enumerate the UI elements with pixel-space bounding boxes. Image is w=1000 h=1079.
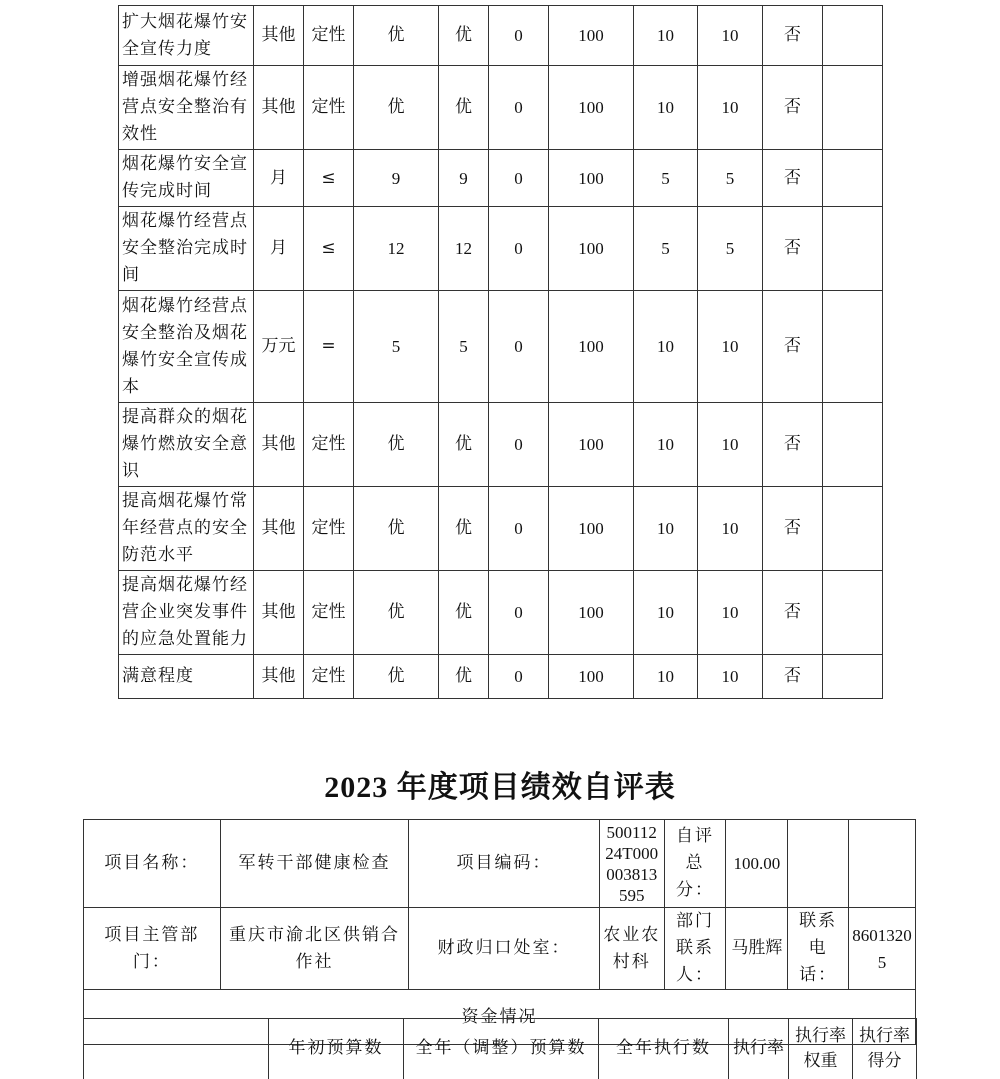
weight-cell: 10	[634, 487, 698, 571]
deviation-cell: 0	[489, 66, 549, 150]
unit-cell: 其他	[254, 6, 304, 66]
contact-value: 马胜辉	[726, 908, 788, 990]
completion-rate-cell: 100	[549, 655, 634, 699]
target-value-cell: 5	[354, 291, 439, 403]
empty-cell	[823, 571, 883, 655]
weight-cell: 10	[634, 571, 698, 655]
budget-header-row	[84, 1019, 917, 1079]
table-row	[119, 291, 883, 403]
self-score-value: 100.00	[726, 820, 788, 908]
table-row	[119, 207, 883, 291]
completion-rate-cell: 100	[549, 6, 634, 66]
funds-header: 资金情况	[84, 990, 916, 1045]
operator-cell: 定性	[304, 66, 354, 150]
indicator-name-cell: 满意程度	[119, 655, 254, 699]
actual-value-cell: 12	[439, 207, 489, 291]
indicator-name-cell: 扩大烟花爆竹安全宣传力度	[119, 6, 254, 66]
budget-header-initial: 年初预算数	[269, 1019, 404, 1079]
flag-cell: 否	[763, 150, 823, 207]
operator-cell: ≤	[304, 207, 354, 291]
score-cell: 10	[698, 6, 763, 66]
indicator-name-cell: 提高烟花爆竹常年经营点的安全防范水平	[119, 487, 254, 571]
score-cell: 10	[698, 291, 763, 403]
contact-label: 部门联系人：	[664, 908, 726, 990]
flag-cell: 否	[763, 6, 823, 66]
completion-rate-cell: 100	[549, 207, 634, 291]
empty-cell	[823, 6, 883, 66]
flag-cell: 否	[763, 487, 823, 571]
completion-rate-cell: 100	[549, 291, 634, 403]
unit-cell: 其他	[254, 66, 304, 150]
flag-cell: 否	[763, 655, 823, 699]
budget-header-rate: 执行率	[729, 1019, 789, 1079]
completion-rate-cell: 100	[549, 571, 634, 655]
dept-label: 项目主管部门：	[84, 908, 221, 990]
deviation-cell: 0	[489, 291, 549, 403]
deviation-cell: 0	[489, 6, 549, 66]
performance-indicator-table	[118, 5, 883, 699]
flag-cell: 否	[763, 66, 823, 150]
operator-cell: 定性	[304, 571, 354, 655]
operator-cell: 定性	[304, 403, 354, 487]
empty-cell	[823, 291, 883, 403]
target-value-cell: 优	[354, 403, 439, 487]
empty-cell	[849, 820, 916, 908]
table-row	[119, 66, 883, 150]
budget-header-rate-weight: 执行率权重	[789, 1019, 853, 1079]
indicator-name-cell: 烟花爆竹经营点安全整治及烟花爆竹安全宣传成本	[119, 291, 254, 403]
department-row	[84, 908, 916, 990]
score-cell: 5	[698, 207, 763, 291]
unit-cell: 万元	[254, 291, 304, 403]
indicator-name-cell: 烟花爆竹安全宣传完成时间	[119, 150, 254, 207]
weight-cell: 5	[634, 150, 698, 207]
self-score-label: 自评总分：	[664, 820, 726, 908]
score-cell: 10	[698, 66, 763, 150]
budget-corner-cell	[84, 1019, 269, 1079]
flag-cell: 否	[763, 403, 823, 487]
score-cell: 10	[698, 403, 763, 487]
page-title: 2023 年度项目绩效自评表	[324, 771, 676, 804]
project-code-value: 50011224T000003813595	[599, 820, 664, 908]
project-name-value: 军转干部健康检查	[220, 820, 408, 908]
score-cell: 10	[698, 655, 763, 699]
target-value-cell: 优	[354, 571, 439, 655]
actual-value-cell: 5	[439, 291, 489, 403]
score-cell: 10	[698, 571, 763, 655]
target-value-cell: 优	[354, 655, 439, 699]
operator-cell: =	[304, 291, 354, 403]
empty-cell	[788, 820, 849, 908]
completion-rate-cell: 100	[549, 487, 634, 571]
weight-cell: 5	[634, 207, 698, 291]
operator-cell: 定性	[304, 487, 354, 571]
flag-cell: 否	[763, 291, 823, 403]
unit-cell: 其他	[254, 487, 304, 571]
operator-cell: ≤	[304, 150, 354, 207]
weight-cell: 10	[634, 6, 698, 66]
operator-cell: 定性	[304, 655, 354, 699]
actual-value-cell: 优	[439, 487, 489, 571]
phone-label: 联系电话：	[788, 908, 849, 990]
score-cell: 10	[698, 487, 763, 571]
target-value-cell: 9	[354, 150, 439, 207]
target-value-cell: 优	[354, 487, 439, 571]
actual-value-cell: 优	[439, 571, 489, 655]
project-info-table	[83, 819, 916, 1045]
project-code-label: 项目编码：	[409, 820, 600, 908]
dept-value: 重庆市渝北区供销合作社	[220, 908, 408, 990]
table-row	[119, 150, 883, 207]
target-value-cell: 优	[354, 6, 439, 66]
table-row	[119, 487, 883, 571]
actual-value-cell: 优	[439, 6, 489, 66]
deviation-cell: 0	[489, 571, 549, 655]
empty-cell	[823, 66, 883, 150]
empty-cell	[823, 655, 883, 699]
indicator-name-cell: 烟花爆竹经营点安全整治完成时间	[119, 207, 254, 291]
table-row	[119, 655, 883, 699]
budget-header-adjusted: 全年（调整）预算数	[404, 1019, 599, 1079]
unit-cell: 月	[254, 150, 304, 207]
finance-label: 财政归口处室：	[409, 908, 600, 990]
budget-header-executed: 全年执行数	[599, 1019, 729, 1079]
empty-cell	[823, 403, 883, 487]
budget-table	[83, 1018, 917, 1079]
unit-cell: 月	[254, 207, 304, 291]
indicator-name-cell: 提高烟花爆竹经营企业突发事件的应急处置能力	[119, 571, 254, 655]
score-cell: 5	[698, 150, 763, 207]
target-value-cell: 优	[354, 66, 439, 150]
completion-rate-cell: 100	[549, 403, 634, 487]
actual-value-cell: 9	[439, 150, 489, 207]
flag-cell: 否	[763, 571, 823, 655]
weight-cell: 10	[634, 291, 698, 403]
deviation-cell: 0	[489, 487, 549, 571]
flag-cell: 否	[763, 207, 823, 291]
unit-cell: 其他	[254, 655, 304, 699]
table-row	[119, 403, 883, 487]
indicator-name-cell: 增强烟花爆竹经营点安全整治有效性	[119, 66, 254, 150]
table-row	[119, 6, 883, 66]
empty-cell	[823, 150, 883, 207]
empty-cell	[823, 207, 883, 291]
deviation-cell: 0	[489, 207, 549, 291]
weight-cell: 10	[634, 403, 698, 487]
completion-rate-cell: 100	[549, 150, 634, 207]
operator-cell: 定性	[304, 6, 354, 66]
weight-cell: 10	[634, 66, 698, 150]
empty-cell	[823, 487, 883, 571]
deviation-cell: 0	[489, 655, 549, 699]
actual-value-cell: 优	[439, 403, 489, 487]
completion-rate-cell: 100	[549, 66, 634, 150]
target-value-cell: 12	[354, 207, 439, 291]
weight-cell: 10	[634, 655, 698, 699]
indicator-name-cell: 提高群众的烟花爆竹燃放安全意识	[119, 403, 254, 487]
actual-value-cell: 优	[439, 66, 489, 150]
project-name-label: 项目名称：	[84, 820, 221, 908]
project-row	[84, 820, 916, 908]
unit-cell: 其他	[254, 571, 304, 655]
actual-value-cell: 优	[439, 655, 489, 699]
phone-value: 86013205	[849, 908, 916, 990]
budget-header-rate-score: 执行率得分	[853, 1019, 917, 1079]
table-row	[119, 571, 883, 655]
deviation-cell: 0	[489, 403, 549, 487]
deviation-cell: 0	[489, 150, 549, 207]
unit-cell: 其他	[254, 403, 304, 487]
finance-value: 农业农村科	[599, 908, 664, 990]
